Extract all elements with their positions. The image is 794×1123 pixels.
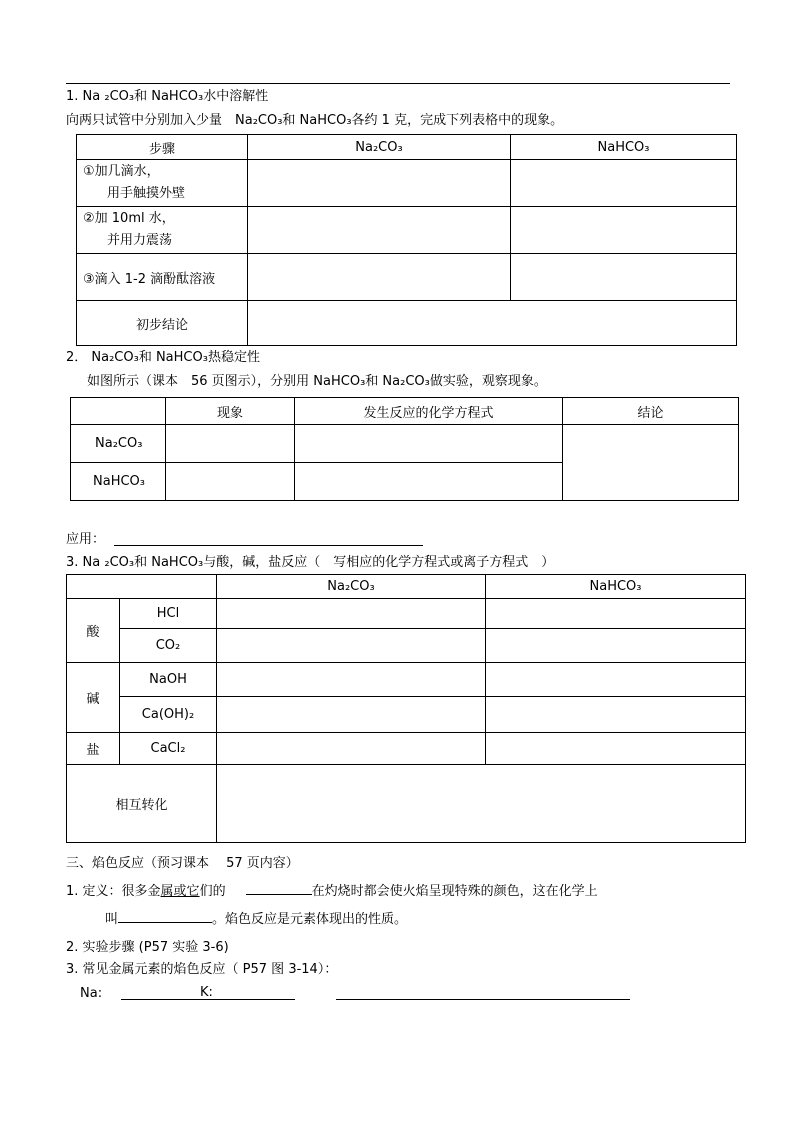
- step3-cell: ③滴入 1-2 滴酚酞溶液: [77, 254, 248, 301]
- answer-cell[interactable]: [486, 629, 746, 663]
- application-blank[interactable]: [114, 545, 423, 546]
- header-phenomenon: 现象: [166, 398, 295, 425]
- application-label: 应用：: [66, 532, 106, 547]
- section4-title: 三、焰色反应（预习课本 57 页内容）: [66, 856, 299, 871]
- header-equation: 发生反应的化学方程式: [295, 398, 563, 425]
- answer-cell[interactable]: [486, 697, 746, 733]
- reagent-caoh2: Ca(OH)₂: [120, 697, 217, 733]
- header-na2co3: Na₂CO₃: [248, 135, 511, 160]
- k-label: K:: [200, 985, 213, 1000]
- group-convert: 相互转化: [67, 765, 217, 843]
- group-salt: 盐: [67, 733, 120, 765]
- header-nahco3: NaHCO₃: [486, 575, 746, 599]
- answer-cell[interactable]: [295, 425, 563, 463]
- section2-title: 2． Na₂CO₃和 NaHCO₃热稳定性: [66, 350, 260, 365]
- na-label: Na:: [80, 986, 103, 1001]
- reagent-naoh: NaOH: [120, 663, 217, 697]
- underlined-text: 属或它: [160, 884, 200, 899]
- answer-cell[interactable]: [217, 697, 486, 733]
- section1-title: 1. Na ₂CO₃和 NaHCO₃水中溶解性: [66, 89, 269, 104]
- solubility-table: [76, 134, 737, 346]
- step2-line2: 并用力震荡: [107, 233, 173, 248]
- reagent-co2: CO₂: [120, 629, 217, 663]
- definition-blank-2[interactable]: [118, 922, 212, 923]
- group-base: 碱: [67, 663, 120, 733]
- step2-cell: [77, 207, 248, 254]
- group-acid: 酸: [67, 599, 120, 663]
- answer-cell[interactable]: [217, 599, 486, 629]
- answer-cell[interactable]: [511, 207, 737, 254]
- header-step: 步骤: [77, 135, 248, 160]
- header-blank: [67, 575, 217, 599]
- section1-intro: 向两只试管中分别加入少量 Na₂CO₃和 NaHCO₃各约 1 克，完成下列表格中的现象。: [66, 113, 564, 128]
- header-blank: [71, 398, 166, 425]
- answer-cell[interactable]: [248, 254, 511, 301]
- reaction-table: [66, 574, 746, 843]
- definition-line1: 1. 定义：很多金属或它们的 在灼烧时都会使火焰呈现特殊的颜色，这在化学上: [66, 884, 598, 899]
- header-conclusion: 结论: [563, 398, 739, 425]
- answer-cell[interactable]: [486, 733, 746, 765]
- answer-cell[interactable]: [166, 425, 295, 463]
- answer-cell[interactable]: [248, 207, 511, 254]
- header-na2co3: Na₂CO₃: [217, 575, 486, 599]
- reagent-cacl2: CaCl₂: [120, 733, 217, 765]
- definition-line2: 叫 。焰色反应是元素体现出的性质。: [105, 912, 408, 927]
- answer-cell[interactable]: [511, 160, 737, 207]
- row-nahco3: NaHCO₃: [71, 463, 166, 501]
- k-blank[interactable]: [336, 999, 630, 1000]
- convert-answer[interactable]: [217, 765, 746, 843]
- top-rule: [66, 83, 730, 84]
- step1-line2: 用手触摸外壁: [107, 186, 186, 201]
- answer-cell[interactable]: [248, 160, 511, 207]
- row-na2co3: Na₂CO₃: [71, 425, 166, 463]
- answer-cell[interactable]: [295, 463, 563, 501]
- step2-line1: ②加 10ml 水，: [83, 211, 175, 226]
- section2-intro: 如图所示（课本 56 页图示），分别用 NaHCO₃和 Na₂CO₃做实验，观察现象。: [87, 374, 547, 389]
- section3-title: 3. Na ₂CO₃和 NaHCO₃与酸，碱，盐反应（ 写相应的化学方程式或离子方程式 ）: [66, 555, 555, 570]
- answer-cell[interactable]: [511, 254, 737, 301]
- answer-cell[interactable]: [217, 733, 486, 765]
- answer-cell[interactable]: [486, 599, 746, 629]
- common-flame-colors: 3. 常见金属元素的焰色反应（ P57 图 3-14）：: [66, 962, 338, 977]
- conclusion-answer[interactable]: [248, 301, 737, 346]
- answer-cell[interactable]: [486, 663, 746, 697]
- answer-cell[interactable]: [217, 663, 486, 697]
- step1-cell: [77, 160, 248, 207]
- conclusion-answer[interactable]: [563, 425, 739, 501]
- answer-cell[interactable]: [166, 463, 295, 501]
- header-nahco3: NaHCO₃: [511, 135, 737, 160]
- step1-line1: ①加几滴水，: [83, 164, 160, 179]
- conclusion-label: 初步结论: [77, 301, 248, 346]
- reagent-hcl: HCl: [120, 599, 217, 629]
- experiment-steps: 2. 实验步骤 (P57 实验 3-6): [66, 940, 229, 955]
- definition-blank-1[interactable]: [246, 894, 312, 895]
- answer-cell[interactable]: [217, 629, 486, 663]
- thermal-table: [70, 397, 739, 501]
